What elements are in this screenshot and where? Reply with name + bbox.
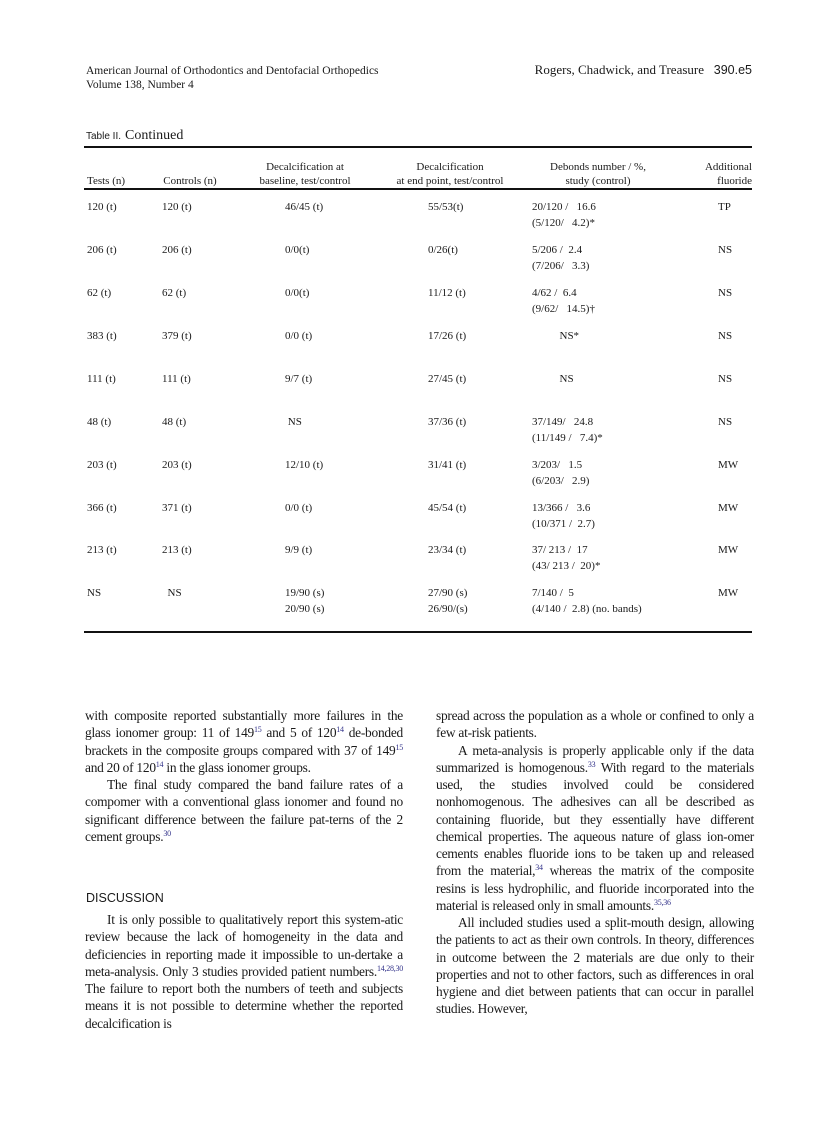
paragraph-text: The final study compared the band failure rates of a compomer with a conventional glass ionomer and found no significant difference between the failure pat-terns of the 2 cement groups. [85, 777, 403, 844]
table-cell [428, 242, 458, 258]
cell-line: 62 (t) [87, 287, 112, 299]
paragraph-text: in the glass ionomer groups. [163, 759, 311, 775]
table-caption [86, 126, 183, 144]
table-cell [718, 500, 738, 516]
cell-line: 371 (t) [162, 502, 192, 514]
table-top-rule [84, 146, 752, 148]
citation-link[interactable]: 14,28,30 [377, 963, 403, 973]
cell-line: 26/90/(s) [428, 603, 468, 615]
cell-line: 366 (t) [87, 502, 117, 514]
paragraph [436, 914, 754, 1018]
authors: Rogers, Chadwick, and Treasure [534, 62, 705, 77]
cell-line: 120 (t) [87, 201, 117, 213]
table-cell [285, 585, 324, 617]
table-cell [87, 457, 117, 473]
cell-line: 3/203/ 1.5 [532, 459, 583, 471]
cell-line: 37/149/ 24.8 [532, 416, 594, 428]
column-header [705, 160, 752, 188]
cell-line: NS [718, 330, 733, 342]
column-header-line: Controls (n) [163, 175, 217, 187]
table-cell [428, 585, 468, 617]
table-cell [718, 371, 732, 387]
cell-line: (10/371 / 2.7) [532, 518, 595, 530]
cell-line: 383 (t) [87, 330, 117, 342]
paragraph-text: It is only possible to qualitatively report this system-atic review because the lack of homogeneity in the data and deficiencies in reporting made it impossible to un-dertake a meta-analysis. Only 3 studies provided patient numbers. [85, 912, 403, 979]
cell-line: MW [718, 459, 739, 471]
table-cell [532, 371, 574, 387]
body-left-column-discussion [85, 911, 403, 1032]
table-cell [162, 371, 191, 387]
cell-line: 12/10 (t) [285, 459, 324, 471]
citation-link[interactable]: 15 [395, 742, 403, 752]
cell-line: 0/0(t) [285, 244, 310, 256]
table-cell [162, 285, 186, 301]
column-header-line: Additional [704, 161, 752, 173]
cell-line: 9/7 (t) [285, 373, 313, 385]
paragraph [85, 707, 403, 776]
paragraph-text: A meta-analysis is properly applicable only if the data summarized is homogenous. [436, 742, 754, 775]
table-cell [532, 414, 603, 446]
page-number: 390.e5 [713, 63, 752, 77]
cell-line: (11/149 / 7.4)* [532, 432, 603, 444]
cell-line: (5/120/ 4.2)* [532, 217, 595, 229]
cell-line: MW [718, 544, 739, 556]
column-header [498, 160, 698, 188]
table-cell [285, 328, 312, 344]
paragraph-text: and 5 of 120 [261, 725, 337, 741]
column-header-line: Decalcification at [266, 161, 344, 173]
cell-line: 46/45 (t) [285, 201, 324, 213]
cell-line: 120 (t) [162, 201, 192, 213]
table-cell [428, 542, 466, 558]
table-cell [428, 500, 466, 516]
cell-line: NS [162, 587, 182, 599]
cell-line: 5/206 / 2.4 [532, 244, 583, 256]
table-cell [532, 500, 595, 532]
cell-line: 111 (t) [162, 373, 191, 385]
cell-line: 19/90 (s) [285, 587, 325, 599]
cell-line: (6/203/ 2.9) [532, 475, 590, 487]
cell-line: NS [87, 587, 102, 599]
column-header-line: at end point, test/control [396, 175, 504, 187]
table-cell [285, 457, 323, 473]
table-cell [285, 414, 302, 430]
cell-line: (43/ 213 / 20)* [532, 560, 601, 572]
cell-line: MW [718, 502, 739, 514]
table-cell [87, 371, 116, 387]
table-bottom-rule [84, 631, 752, 633]
cell-line: NS [718, 287, 733, 299]
table-label: Table II. [86, 131, 122, 142]
table-cell [718, 285, 732, 301]
cell-line: 0/0 (t) [285, 502, 313, 514]
table-cell [428, 371, 466, 387]
body-right-column [436, 707, 754, 1018]
table-cell [532, 285, 595, 317]
citation-link[interactable]: 33 [587, 759, 596, 769]
cell-line: 206 (t) [87, 244, 117, 256]
cell-line: MW [718, 587, 739, 599]
table-cell [718, 242, 732, 258]
cell-line: 0/0 (t) [285, 330, 313, 342]
cell-line: 111 (t) [87, 373, 116, 385]
cell-line: 379 (t) [162, 330, 192, 342]
table-cell [285, 542, 312, 558]
table-cell [532, 242, 589, 274]
cell-line: 17/26 (t) [428, 330, 467, 342]
cell-line: 31/41 (t) [428, 459, 467, 471]
cell-line: 37/ 213 / 17 [532, 544, 588, 556]
column-header-line: Tests (n) [87, 175, 126, 187]
cell-line: (9/62/ 14.5)† [532, 303, 595, 315]
table-cell [718, 542, 738, 558]
table-cell [87, 542, 117, 558]
cell-line: TP [718, 201, 731, 213]
table-cell [285, 199, 323, 215]
cell-line: 62 (t) [162, 287, 187, 299]
cell-line: 48 (t) [87, 416, 112, 428]
table-cell [718, 585, 738, 601]
body-left-column [85, 707, 403, 845]
table-cell [428, 199, 463, 215]
table-cell [718, 414, 732, 430]
column-header-line: Decalcification [416, 161, 484, 173]
paragraph-text: and 20 of 120 [85, 759, 156, 775]
cell-line: 203 (t) [87, 459, 117, 471]
column-header-line: study (control) [565, 175, 631, 187]
table-cell [162, 199, 192, 215]
paragraph [85, 776, 403, 845]
cell-line: (4/140 / 2.8) (no. bands) [532, 603, 642, 615]
cell-line: 45/54 (t) [428, 502, 467, 514]
paragraph-text: with composite reported substantially more failures in the glass ionomer group: 11 of 149 [85, 708, 403, 741]
cell-line: NS [532, 373, 574, 385]
table-cell [87, 585, 101, 601]
table-header-rule [84, 188, 752, 190]
journal-volume: Volume 138, Number 4 [86, 79, 194, 91]
paragraph-text: whereas the matrix of the composite resins is less hydrophilic, and fluoride incorporated into the material is released only in small amounts. [436, 863, 754, 913]
table-cell [87, 500, 117, 516]
cell-line: 27/45 (t) [428, 373, 467, 385]
paragraph-text: The failure to report both the numbers of teeth and subjects means it is not possible to determine whether the reported decalcification is [85, 981, 403, 1031]
cell-line: 206 (t) [162, 244, 192, 256]
table-cell [428, 414, 466, 430]
paragraph [436, 707, 754, 742]
citation-link[interactable]: 14 [336, 725, 344, 735]
cell-line: 4/62 / 6.4 [532, 287, 577, 299]
cell-line: 27/90 (s) [428, 587, 468, 599]
table-cell [428, 328, 466, 344]
cell-line: NS [285, 416, 302, 428]
cell-line: 48 (t) [162, 416, 187, 428]
cell-line: NS [718, 373, 733, 385]
journal-name: American Journal of Orthodontics and Dentofacial Orthopedics [86, 65, 379, 77]
table-cell [87, 199, 117, 215]
column-header-line: fluoride [717, 175, 752, 187]
table-cell [532, 457, 589, 489]
cell-line: (7/206/ 3.3) [532, 260, 590, 272]
table-cell [532, 585, 642, 617]
cell-line: 37/36 (t) [428, 416, 467, 428]
table-cell [532, 542, 600, 574]
table-cell [87, 414, 111, 430]
citation-link[interactable]: 30 [163, 828, 171, 838]
section-heading: DISCUSSION [86, 891, 164, 905]
table-cell [428, 285, 466, 301]
paragraph [85, 911, 403, 1032]
citation-link[interactable]: 35,36 [653, 897, 671, 907]
cell-line: 0/26(t) [428, 244, 458, 256]
column-header-line: Debonds number / %, [550, 161, 646, 173]
cell-line: 20/90 (s) [285, 603, 325, 615]
table-cell [285, 242, 309, 258]
running-head [535, 62, 752, 78]
table-cell [162, 414, 186, 430]
paragraph-text: All included studies used a split-mouth design, allowing the patients to act as their own controls. In theory, differences in outcome between the 2 materials are due only to their properties and not to other factors, such as differences in oral hygiene and diet between patients that can occur in parallel studies. However, [436, 915, 754, 1017]
table-title: Continued [125, 128, 184, 143]
table-cell [162, 542, 192, 558]
citation-link[interactable]: 14 [155, 759, 164, 769]
cell-line: 20/120 / 16.6 [532, 201, 596, 213]
citation-link[interactable]: 15 [253, 725, 262, 735]
cell-line: 23/34 (t) [428, 544, 467, 556]
cell-line: 213 (t) [162, 544, 192, 556]
cell-line: 0/0(t) [285, 287, 310, 299]
table-cell [428, 457, 466, 473]
table-cell [87, 285, 111, 301]
table-cell [162, 328, 192, 344]
cell-line: NS* [532, 330, 580, 342]
table-cell [87, 242, 117, 258]
table-cell [162, 585, 182, 601]
cell-line: 203 (t) [162, 459, 192, 471]
paragraph [436, 742, 754, 915]
cell-line: NS [718, 416, 733, 428]
cell-line: 9/9 (t) [285, 544, 313, 556]
table-cell [162, 457, 192, 473]
table-cell [718, 199, 731, 215]
paragraph-text: spread across the population as a whole or confined to only a few at-risk patients. [436, 708, 754, 741]
cell-line: 55/53(t) [428, 201, 464, 213]
table-cell [718, 457, 738, 473]
table-cell [532, 199, 596, 231]
cell-line: NS [718, 244, 733, 256]
cell-line: 7/140 / 5 [532, 587, 574, 599]
cell-line: 13/366 / 3.6 [532, 502, 591, 514]
table-cell [718, 328, 732, 344]
table-cell [162, 500, 192, 516]
paragraph-text: With regard to the materials used, the studies involved could be considered nonhomogenous. The adhesives can all be described as containing fluoride, but they essentially have different chemical properties. The aqueous nature of glass ion-omer cements enables fluoride ions to be taken up and released from the material, [436, 759, 754, 879]
table-cell [87, 328, 117, 344]
cell-line: 11/12 (t) [428, 287, 466, 299]
table-cell [162, 242, 192, 258]
table-cell [285, 371, 312, 387]
paragraph-text: de-bonded brackets in the composite groups compared with 37 of 149 [85, 725, 403, 758]
citation-link[interactable]: 34 [535, 863, 543, 873]
column-header-line: baseline, test/control [259, 175, 351, 187]
table-cell [285, 285, 309, 301]
cell-line: 213 (t) [87, 544, 117, 556]
table-cell [285, 500, 312, 516]
table-cell [532, 328, 579, 344]
